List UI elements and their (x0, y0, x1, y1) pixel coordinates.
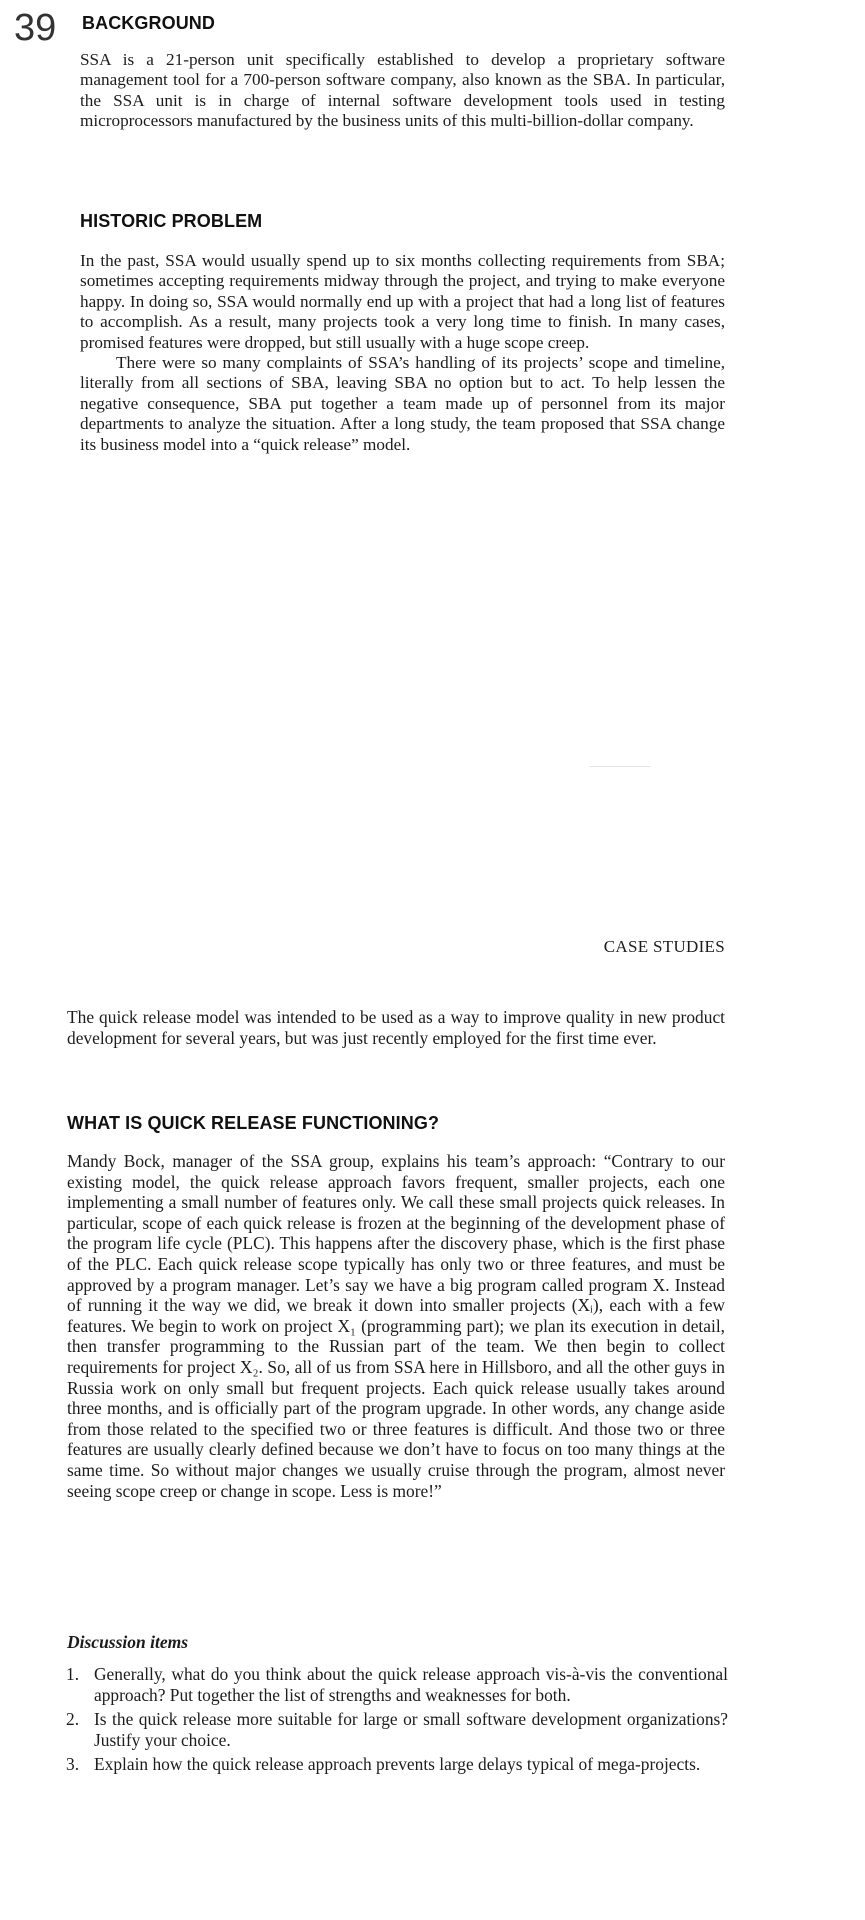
background-paragraph (80, 50, 725, 132)
section-heading-historic-problem: HISTORIC PROBLEM (80, 211, 263, 231)
discussion-item (66, 1709, 728, 1750)
discussion-item (66, 1664, 728, 1705)
running-head: CASE STUDIES (603, 937, 725, 956)
section-heading-quick-release-functioning: WHAT IS QUICK RELEASE FUNCTIONING? (67, 1113, 440, 1133)
historic-problem-body (80, 251, 725, 455)
item-number: 3. (66, 1754, 80, 1775)
discussion-list (66, 1664, 728, 1779)
item-number: 2. (66, 1709, 80, 1730)
item-text: Explain how the quick release approach prevents large delays typical of mega-projects. (94, 1754, 701, 1775)
quick-release-model-paragraph (67, 1007, 725, 1048)
item-number: 1. (66, 1664, 80, 1684)
item-text: Is the quick release more suitable for large or small software development organizations? Justify your choice. (94, 1709, 728, 1750)
section-heading-background: BACKGROUND (82, 13, 215, 33)
page-number: 39 (14, 7, 57, 49)
background-text: SSA is a 21-person unit specifically established to develop a proprietary software management tool for a 700-person software company, also known as the SBA. In particular, the SSA unit is in charge of internal software development tools used in testing microprocessors manufactured by the business units of this multi-billion-dollar company. (80, 50, 725, 131)
quick-release-model-text: The quick release model was intended to be used as a way to improve quality in new product development for several years, but was just recently employed for the first time ever. (67, 1007, 725, 1048)
functioning-paragraph (67, 1151, 725, 1501)
functioning-text: Mandy Bock, manager of the SSA group, explains his team’s approach: “Contrary to our existing model, the quick release approach favors frequent, smaller projects, each one implementing a small number of features only. We call these small projects quick releases. In particular, scope of each quick release is frozen at the beginning of the development phase of the program life cycle (PLC). This happens after the discovery phase, which is the first phase of the PLC. Each quick release scope typically has only two or three features, and must be approved by a program manager. Let’s say we have a big program called program X. Instead of running it the way we did, we break it down into smaller projects (Xᵢ), each with a few features. We begin to work on project X₁ (programming part); we plan its execution in detail, then transfer programming to the Russian part of the team. We then begin to collect requirements for project X₂. So, all of us from SSA here in Hillsboro, and all the other guys in Russia work on only small but frequent projects. Each quick release usually takes around three months, and is officially part of the program upgrade. In other words, any change aside from those related to the specified two or three features is difficult. And those two or three features are usually clearly defined because we don’t have to focus on too many things at the same time. So without major changes we usually cruise through the program, almost never seeing scope creep or change in scope. Less is more!” (67, 1151, 725, 1501)
item-text: Generally, what do you think about the quick release approach vis-à-vis the conventional approach? Put together the list of strengths and weaknesses for both. (94, 1664, 728, 1705)
discussion-heading: Discussion items (67, 1632, 189, 1652)
discussion-item (66, 1754, 728, 1775)
historic-paragraph-1: In the past, SSA would usually spend up to six months collecting requirements from SBA; sometimes accepting requirements midway through the project, and trying to make everyone happy. In doing so, SSA would normally end up with a project that had a long list of features to accomplish. As a result, many projects took a very long time to finish. In many cases, promised features were dropped, but still usually with a huge scope creep. (80, 251, 725, 352)
historic-paragraph-2: There were so many complaints of SSA’s handling of its projects’ scope and timeline, literally from all sections of SBA, leaving SBA no option but to act. To help lessen the negative consequence, SBA put together a team made up of personnel from its major departments to analyze the situation. After a long study, the team proposed that SSA change its business model into a “quick release” model. (80, 353, 725, 454)
page-divider (590, 766, 650, 767)
